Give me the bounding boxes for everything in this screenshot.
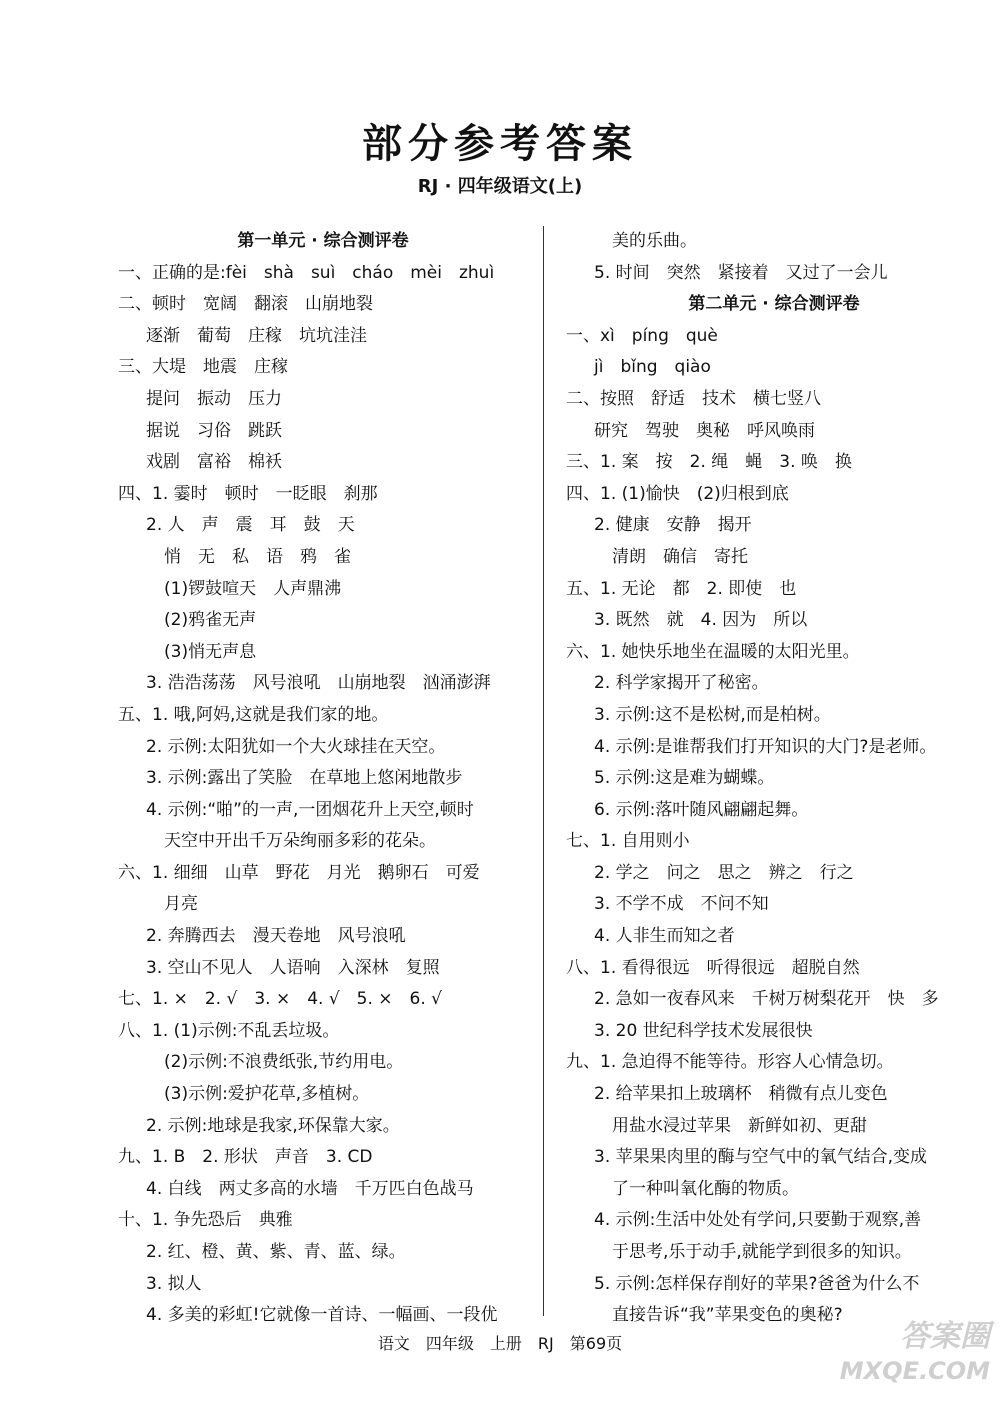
answer-line: 2. 学之 问之 思之 辨之 行之 xyxy=(594,862,854,883)
answer-line: 4. 示例:生活中处处有学问,只要勤于观察,善 xyxy=(594,1210,922,1231)
left-answer-column xyxy=(118,226,528,1332)
answer-line: 4. 多美的彩虹!它就像一首诗、一幅画、一段优 xyxy=(146,1305,498,1326)
page-title: 部分参考答案 xyxy=(362,120,638,167)
column-divider xyxy=(543,226,544,1316)
answer-line: 3. 浩浩荡荡 风号浪吼 山崩地裂 汹涌澎湃 xyxy=(146,673,491,694)
answer-line: 五、1. 无论 都 2. 即使 也 xyxy=(566,578,797,599)
answer-line: 七、1. × 2. √ 3. × 4. √ 5. × 6. √ xyxy=(118,989,442,1010)
answer-line: 戏剧 富裕 棉袄 xyxy=(146,452,282,473)
answer-line: 美的乐曲。 xyxy=(612,231,697,251)
answer-line: jì bǐng qiào xyxy=(594,357,711,378)
answer-line: 七、1. 自用则小 xyxy=(566,831,690,852)
answer-line: 6. 示例:落叶随风翩翩起舞。 xyxy=(594,799,809,820)
answer-line: 九、1. B 2. 形状 声音 3. CD xyxy=(118,1147,373,1168)
page-subtitle: RJ · 四年级语文(上) xyxy=(417,176,583,197)
answer-line: 提问 振动 压力 xyxy=(146,388,282,409)
answer-line: 4. 示例:“啪”的一声,一团烟花升上天空,顿时 xyxy=(146,799,474,820)
answer-line: 3. 示例:露出了笑脸 在草地上悠闲地散步 xyxy=(146,768,463,789)
answer-line: 逐渐 葡萄 庄稼 坑坑洼洼 xyxy=(146,325,367,346)
answer-line: 5. 示例:这是难为蝴蝶。 xyxy=(594,768,775,789)
right-answer-column xyxy=(566,226,982,1332)
answer-line: 清朗 确信 寄托 xyxy=(612,546,748,567)
answer-line: 2. 示例:太阳犹如一个大火球挂在天空。 xyxy=(146,736,446,757)
answer-line: 2. 奔腾西去 漫天卷地 风号浪吼 xyxy=(146,926,406,947)
answer-line: 六、1. 她快乐地坐在温暖的太阳光里。 xyxy=(566,641,860,662)
footer-volume: 上册 xyxy=(489,1334,522,1353)
section-heading: 第二单元 · 综合测评卷 xyxy=(688,294,860,315)
answer-line: (1)锣鼓喧天 人声鼎沸 xyxy=(164,578,342,599)
footer-edition: RJ xyxy=(537,1334,554,1353)
answer-line: 二、顿时 宽阔 翻滚 山崩地裂 xyxy=(118,294,373,315)
answer-line: 二、按照 舒适 技术 横七竖八 xyxy=(566,388,821,409)
answer-line: 2. 人 声 震 耳 鼓 天 xyxy=(146,515,355,536)
watermark-logo-text: 答案圈 xyxy=(900,1319,990,1354)
answer-line: 悄 无 私 语 鸦 雀 xyxy=(164,546,351,567)
answer-line: 八、1. 看得很远 听得很远 超脱自然 xyxy=(566,957,860,978)
answer-line: 3. 示例:这不是松树,而是柏树。 xyxy=(594,704,831,725)
answer-line: 四、1. (1)愉快 (2)归根到底 xyxy=(566,483,789,504)
answer-line: 3. 苹果果肉里的酶与空气中的氧气结合,变成 xyxy=(594,1147,928,1168)
answer-line: 2. 给苹果扣上玻璃杯 稍微有点儿变色 xyxy=(594,1084,888,1105)
footer-grade: 四年级 xyxy=(425,1334,474,1353)
answer-line: 2. 示例:地球是我家,环保靠大家。 xyxy=(146,1115,400,1136)
answer-line: 2. 急如一夜春风来 千树万树梨花开 快 多 xyxy=(594,989,939,1010)
answer-line: 十、1. 争先恐后 典雅 xyxy=(118,1210,293,1231)
answer-line: 据说 习俗 跳跃 xyxy=(146,420,282,441)
answer-line: 3. 既然 就 4. 因为 所以 xyxy=(594,610,808,631)
answer-line: 月亮 xyxy=(164,894,198,915)
answer-line: 四、1. 霎时 顿时 一眨眼 刹那 xyxy=(118,483,378,504)
answer-line: 研究 驾驶 奥秘 呼风唤雨 xyxy=(594,420,815,441)
answer-line: 2. 健康 安静 揭开 xyxy=(594,515,752,536)
answer-line: 了一种叫氧化酶的物质。 xyxy=(612,1178,799,1199)
answer-line: 2. 红、橙、黄、紫、青、蓝、绿。 xyxy=(146,1242,406,1262)
answer-line: 五、1. 哦,阿妈,这就是我们家的地。 xyxy=(118,704,389,725)
answer-line: 一、xì píng què xyxy=(566,325,718,346)
answer-line: 2. 科学家揭开了秘密。 xyxy=(594,673,769,694)
answer-line: 六、1. 细细 山草 野花 月光 鹅卵石 可爱 xyxy=(118,862,480,883)
answer-line: 九、1. 急迫得不能等待。形容人心情急切。 xyxy=(566,1052,894,1073)
watermark xyxy=(800,1318,990,1394)
answer-line: 八、1. (1)示例:不乱丢垃圾。 xyxy=(118,1020,340,1041)
answer-line: 一、正确的是:fèi shà suì cháo mèi zhuì xyxy=(118,262,495,283)
answer-line: (2)示例:不浪费纸张,节约用电。 xyxy=(164,1052,404,1073)
answer-line: (3)示例:爱护花草,多植树。 xyxy=(164,1084,370,1105)
answer-line: 5. 时间 突然 紧接着 又过了一会儿 xyxy=(594,262,888,283)
answer-line: 3. 空山不见人 人语响 入深林 复照 xyxy=(146,957,440,978)
footer-subject: 语文 xyxy=(377,1334,410,1353)
answer-line: 天空中开出千万朵绚丽多彩的花朵。 xyxy=(164,831,436,852)
answer-line: 3. 拟人 xyxy=(146,1273,202,1294)
footer-page-number: 第69页 xyxy=(569,1334,623,1353)
answer-line: 用盐水浸过苹果 新鲜如初、更甜 xyxy=(612,1115,867,1136)
section-heading: 第一单元 · 综合测评卷 xyxy=(237,231,409,251)
answer-line: 5. 示例:怎样保存削好的苹果?爸爸为什么不 xyxy=(594,1273,920,1294)
answer-line: (3)悄无声息 xyxy=(164,641,257,662)
answer-line: 直接告诉“我”苹果变色的奥秘? xyxy=(612,1305,843,1326)
answer-line: 三、大堤 地震 庄稼 xyxy=(118,357,288,378)
answer-line: (2)鸦雀无声 xyxy=(164,610,257,631)
answer-line: 于思考,乐于动手,就能学到很多的知识。 xyxy=(612,1242,912,1262)
answer-line: 4. 示例:是谁帮我们打开知识的大门?是老师。 xyxy=(594,736,937,757)
answer-line: 三、1. 案 按 2. 绳 蝇 3. 唤 换 xyxy=(566,452,852,473)
watermark-site-text: MXQE.COM xyxy=(839,1357,990,1385)
answer-line: 4. 白线 两丈多高的水墙 千万匹白色战马 xyxy=(146,1178,474,1199)
answer-line: 3. 20 世纪科学技术发展很快 xyxy=(594,1020,813,1041)
answer-line: 3. 不学不成 不问不知 xyxy=(594,894,769,915)
answer-line: 4. 人非生而知之者 xyxy=(594,926,735,947)
